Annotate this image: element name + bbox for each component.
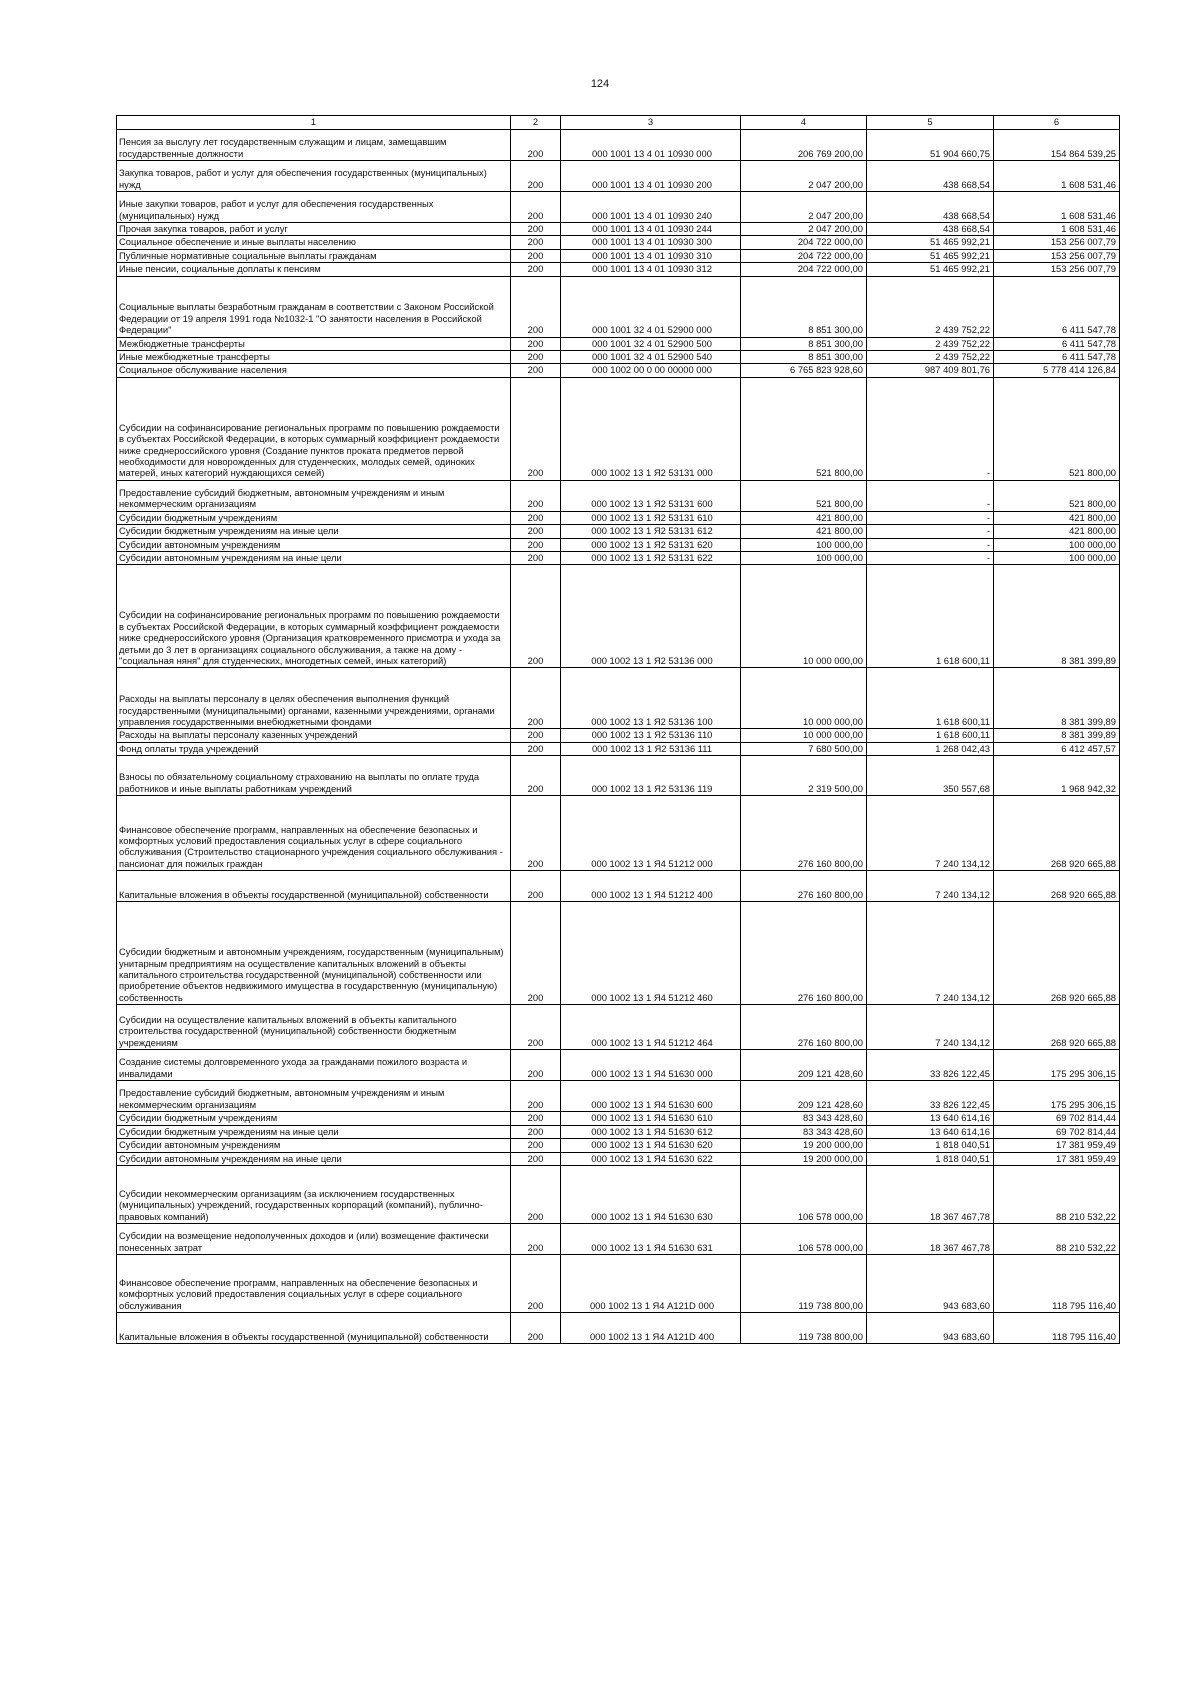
row-col4: 83 343 428,60 <box>741 1125 867 1138</box>
row-col4: 106 578 000,00 <box>741 1165 867 1223</box>
row-name: Пенсия за выслугу лет государственным служащим и лицам, замещавшим государственные должности <box>117 130 511 161</box>
row-classification: 000 1001 32 4 01 52900 500 <box>561 337 741 350</box>
row-col6: 268 920 665,88 <box>994 796 1120 871</box>
row-code: 200 <box>511 1125 561 1138</box>
row-col6: 421 800,00 <box>994 511 1120 524</box>
header-row <box>117 116 1120 130</box>
row-classification: 000 1002 13 1 Я2 53136 100 <box>561 668 741 729</box>
row-col5: 51 465 992,21 <box>867 263 994 276</box>
row-col5: 438 668,54 <box>867 223 994 236</box>
table-row <box>117 276 1120 337</box>
row-col5: 18 367 467,78 <box>867 1223 994 1254</box>
row-col6: 6 412 457,57 <box>994 742 1120 755</box>
row-col4: 209 121 428,60 <box>741 1050 867 1081</box>
row-name: Субсидии на осуществление капитальных вложений в объекты капитального строительства государственной (муниципальной) собственности бюджетным учреждениям <box>117 1005 511 1050</box>
row-code: 200 <box>511 1254 561 1312</box>
table-row <box>117 1112 1120 1125</box>
row-col4: 521 800,00 <box>741 480 867 511</box>
row-classification: 000 1002 13 1 Я2 53136 000 <box>561 565 741 668</box>
table-row <box>117 236 1120 249</box>
table-body <box>117 130 1120 1344</box>
table-row <box>117 1223 1120 1254</box>
row-code: 200 <box>511 276 561 337</box>
row-code: 200 <box>511 871 561 902</box>
table-row <box>117 192 1120 223</box>
row-classification: 000 1002 13 1 Я2 53131 620 <box>561 538 741 551</box>
row-col5: 7 240 134,12 <box>867 871 994 902</box>
row-col6: 100 000,00 <box>994 538 1120 551</box>
table-row <box>117 130 1120 161</box>
row-col4: 204 722 000,00 <box>741 263 867 276</box>
row-col4: 204 722 000,00 <box>741 236 867 249</box>
row-col4: 100 000,00 <box>741 538 867 551</box>
table-row <box>117 1125 1120 1138</box>
row-col5: 7 240 134,12 <box>867 796 994 871</box>
row-col4: 8 851 300,00 <box>741 337 867 350</box>
row-col6: 17 381 959,49 <box>994 1139 1120 1152</box>
table-row <box>117 565 1120 668</box>
row-col5: - <box>867 525 994 538</box>
row-name: Иные закупки товаров, работ и услуг для обеспечения государственных (муниципальных) нужд <box>117 192 511 223</box>
row-classification: 000 1002 13 1 Я4 51630 620 <box>561 1139 741 1152</box>
row-col6: 1 608 531,46 <box>994 223 1120 236</box>
row-classification: 000 1002 13 1 Я4 51630 612 <box>561 1125 741 1138</box>
row-code: 200 <box>511 249 561 262</box>
row-col6: 268 920 665,88 <box>994 902 1120 1005</box>
table-row <box>117 756 1120 796</box>
row-col5: 1 618 600,11 <box>867 565 994 668</box>
row-col6: 175 295 306,15 <box>994 1050 1120 1081</box>
row-name: Капитальные вложения в объекты государственной (муниципальной) собственности <box>117 871 511 902</box>
row-col6: 17 381 959,49 <box>994 1152 1120 1165</box>
row-code: 200 <box>511 729 561 742</box>
row-col4: 119 738 800,00 <box>741 1312 867 1343</box>
row-classification: 000 1002 13 1 Я4 51630 000 <box>561 1050 741 1081</box>
row-col5: 51 465 992,21 <box>867 236 994 249</box>
row-classification: 000 1002 00 0 00 00000 000 <box>561 364 741 377</box>
row-col5: 1 618 600,11 <box>867 729 994 742</box>
row-col4: 10 000 000,00 <box>741 565 867 668</box>
table-row <box>117 364 1120 377</box>
row-name: Субсидии бюджетным и автономным учреждениям, государственным (муниципальным) унитарным предприятиям на осуществление капитальных вложений в объекты капитального строительства государственной (муниципальной) собственности или приобретение объектов недвижимого имущества в государственную (муниципальную) собственность <box>117 902 511 1005</box>
row-col4: 119 738 800,00 <box>741 1254 867 1312</box>
table-row <box>117 538 1120 551</box>
table-row <box>117 902 1120 1005</box>
row-classification: 000 1002 13 1 Я2 53131 610 <box>561 511 741 524</box>
row-code: 200 <box>511 756 561 796</box>
row-col4: 2 319 500,00 <box>741 756 867 796</box>
row-code: 200 <box>511 902 561 1005</box>
table-row <box>117 1139 1120 1152</box>
row-name: Субсидии на софинансирование региональных программ по повышению рождаемости в субъектах Российской Федерации, в которых суммарный коэффициент рождаемости ниже среднероссийского уровня (Создание пунктов проката предметов первой необходимости для новорожденных для студенческих, молодых семей, одиноких матерей, иных категорий нуждающихся семей) <box>117 377 511 480</box>
row-classification: 000 1001 13 4 01 10930 000 <box>561 130 741 161</box>
row-col6: 6 411 547,78 <box>994 351 1120 364</box>
row-code: 200 <box>511 161 561 192</box>
row-col4: 19 200 000,00 <box>741 1139 867 1152</box>
row-col4: 7 680 500,00 <box>741 742 867 755</box>
row-col5: 33 826 122,45 <box>867 1050 994 1081</box>
row-classification: 000 1002 13 1 Я4 А121D 000 <box>561 1254 741 1312</box>
row-classification: 000 1001 32 4 01 52900 540 <box>561 351 741 364</box>
row-name: Прочая закупка товаров, работ и услуг <box>117 223 511 236</box>
row-classification: 000 1002 13 1 Я2 53131 000 <box>561 377 741 480</box>
row-code: 200 <box>511 1005 561 1050</box>
row-col4: 106 578 000,00 <box>741 1223 867 1254</box>
row-col6: 521 800,00 <box>994 480 1120 511</box>
row-classification: 000 1002 13 1 Я2 53131 622 <box>561 552 741 565</box>
row-name: Иные межбюджетные трансферты <box>117 351 511 364</box>
column-header: 5 <box>867 116 994 130</box>
row-code: 200 <box>511 364 561 377</box>
row-code: 200 <box>511 351 561 364</box>
row-col4: 10 000 000,00 <box>741 729 867 742</box>
row-col4: 276 160 800,00 <box>741 871 867 902</box>
budget-table <box>116 115 1120 1344</box>
row-code: 200 <box>511 1165 561 1223</box>
row-code: 200 <box>511 337 561 350</box>
row-col6: 8 381 399,89 <box>994 668 1120 729</box>
row-col5: 1 818 040,51 <box>867 1139 994 1152</box>
row-col5: - <box>867 377 994 480</box>
row-col6: 88 210 532,22 <box>994 1165 1120 1223</box>
column-header: 1 <box>117 116 511 130</box>
row-col6: 6 411 547,78 <box>994 276 1120 337</box>
row-classification: 000 1002 13 1 Я2 53131 600 <box>561 480 741 511</box>
row-col5: - <box>867 511 994 524</box>
row-name: Иные пенсии, социальные доплаты к пенсиям <box>117 263 511 276</box>
row-code: 200 <box>511 565 561 668</box>
row-name: Субсидии автономным учреждениям на иные цели <box>117 1152 511 1165</box>
table-row <box>117 871 1120 902</box>
row-col6: 1 968 942,32 <box>994 756 1120 796</box>
row-classification: 000 1002 13 1 Я4 51630 622 <box>561 1152 741 1165</box>
row-col6: 8 381 399,89 <box>994 729 1120 742</box>
row-col4: 10 000 000,00 <box>741 668 867 729</box>
row-name: Субсидии на софинансирование региональных программ по повышению рождаемости в субъектах Российской Федерации, в которых суммарный коэффициент рождаемости ниже среднероссийского уровня (Организация кратковременного присмотра и ухода за детьми до 3 лет в организациях социального обслуживания, а также на дому - "социальная няня" для студенческих, многодетных семей, иных категорий) <box>117 565 511 668</box>
row-col4: 8 851 300,00 <box>741 276 867 337</box>
table-row <box>117 249 1120 262</box>
row-code: 200 <box>511 538 561 551</box>
row-col4: 421 800,00 <box>741 525 867 538</box>
row-col5: 438 668,54 <box>867 192 994 223</box>
row-code: 200 <box>511 192 561 223</box>
row-col4: 276 160 800,00 <box>741 796 867 871</box>
row-name: Предоставление субсидий бюджетным, автономным учреждениям и иным некоммерческим организациям <box>117 1081 511 1112</box>
row-name: Финансовое обеспечение программ, направленных на обеспечение безопасных и комфортных условий предоставления социальных услуг в сфере социального обслуживания (Строительство стационарного учреждения социального обслуживания - пансионат для пожилых граждан <box>117 796 511 871</box>
row-col6: 88 210 532,22 <box>994 1223 1120 1254</box>
row-col6: 69 702 814,44 <box>994 1125 1120 1138</box>
table-row <box>117 1152 1120 1165</box>
row-classification: 000 1002 13 1 Я4 51212 000 <box>561 796 741 871</box>
row-col4: 276 160 800,00 <box>741 902 867 1005</box>
row-col6: 118 795 116,40 <box>994 1254 1120 1312</box>
row-code: 200 <box>511 236 561 249</box>
row-col4: 206 769 200,00 <box>741 130 867 161</box>
row-name: Субсидии бюджетным учреждениям <box>117 511 511 524</box>
row-name: Расходы на выплаты персоналу в целях обеспечения выполнения функций государственными (муниципальными) органами, казенными учреждениями, органами управления государственными внебюджетными фондами <box>117 668 511 729</box>
row-col5: 33 826 122,45 <box>867 1081 994 1112</box>
row-col6: 154 864 539,25 <box>994 130 1120 161</box>
table-row <box>117 668 1120 729</box>
row-col6: 421 800,00 <box>994 525 1120 538</box>
row-code: 200 <box>511 1152 561 1165</box>
row-col4: 2 047 200,00 <box>741 192 867 223</box>
row-col5: 18 367 467,78 <box>867 1165 994 1223</box>
row-col5: 2 439 752,22 <box>867 276 994 337</box>
row-code: 200 <box>511 1081 561 1112</box>
row-col5: - <box>867 480 994 511</box>
row-col5: 1 818 040,51 <box>867 1152 994 1165</box>
row-code: 200 <box>511 668 561 729</box>
row-col6: 118 795 116,40 <box>994 1312 1120 1343</box>
row-col5: 1 268 042,43 <box>867 742 994 755</box>
row-code: 200 <box>511 796 561 871</box>
row-col4: 83 343 428,60 <box>741 1112 867 1125</box>
row-col4: 521 800,00 <box>741 377 867 480</box>
row-code: 200 <box>511 1050 561 1081</box>
row-col6: 1 608 531,46 <box>994 161 1120 192</box>
row-classification: 000 1002 13 1 Я4 51630 631 <box>561 1223 741 1254</box>
row-classification: 000 1002 13 1 Я4 51630 610 <box>561 1112 741 1125</box>
row-classification: 000 1001 13 4 01 10930 310 <box>561 249 741 262</box>
row-col5: 7 240 134,12 <box>867 1005 994 1050</box>
row-code: 200 <box>511 552 561 565</box>
column-header: 3 <box>561 116 741 130</box>
table-row <box>117 511 1120 524</box>
row-col4: 421 800,00 <box>741 511 867 524</box>
row-col6: 521 800,00 <box>994 377 1120 480</box>
table-row <box>117 223 1120 236</box>
row-classification: 000 1002 13 1 Я4 А121D 400 <box>561 1312 741 1343</box>
row-col4: 276 160 800,00 <box>741 1005 867 1050</box>
row-col4: 2 047 200,00 <box>741 223 867 236</box>
row-code: 200 <box>511 1223 561 1254</box>
row-name: Субсидии бюджетным учреждениям на иные цели <box>117 525 511 538</box>
row-name: Социальное обеспечение и иные выплаты населению <box>117 236 511 249</box>
row-col5: 51 465 992,21 <box>867 249 994 262</box>
row-col6: 153 256 007,79 <box>994 263 1120 276</box>
row-classification: 000 1002 13 1 Я4 51212 460 <box>561 902 741 1005</box>
column-header: 4 <box>741 116 867 130</box>
row-col4: 19 200 000,00 <box>741 1152 867 1165</box>
row-col5: 13 640 614,16 <box>867 1125 994 1138</box>
row-name: Взносы по обязательному социальному страхованию на выплаты по оплате труда работников и иные выплаты работникам учреждений <box>117 756 511 796</box>
page-number: 124 <box>590 78 610 90</box>
row-name: Предоставление субсидий бюджетным, автономным учреждениям и иным некоммерческим организациям <box>117 480 511 511</box>
row-col4: 6 765 823 928,60 <box>741 364 867 377</box>
row-name: Публичные нормативные социальные выплаты гражданам <box>117 249 511 262</box>
row-classification: 000 1002 13 1 Я4 51630 600 <box>561 1081 741 1112</box>
row-col4: 209 121 428,60 <box>741 1081 867 1112</box>
row-name: Фонд оплаты труда учреждений <box>117 742 511 755</box>
table-row <box>117 742 1120 755</box>
row-col6: 175 295 306,15 <box>994 1081 1120 1112</box>
row-col6: 8 381 399,89 <box>994 565 1120 668</box>
row-col4: 100 000,00 <box>741 552 867 565</box>
row-col5: 943 683,60 <box>867 1254 994 1312</box>
row-name: Субсидии некоммерческим организациям (за исключением государственных (муниципальных) учреждений, государственных корпораций (компаний), публично-правовых компаний) <box>117 1165 511 1223</box>
table-row <box>117 1050 1120 1081</box>
row-col6: 268 920 665,88 <box>994 1005 1120 1050</box>
table-row <box>117 1081 1120 1112</box>
row-name: Субсидии бюджетным учреждениям на иные цели <box>117 1125 511 1138</box>
table-row <box>117 796 1120 871</box>
table-row <box>117 480 1120 511</box>
table-row <box>117 1254 1120 1312</box>
row-classification: 000 1002 13 1 Я4 51212 400 <box>561 871 741 902</box>
row-code: 200 <box>511 130 561 161</box>
row-col5: 13 640 614,16 <box>867 1112 994 1125</box>
table-row <box>117 263 1120 276</box>
row-col5: - <box>867 552 994 565</box>
row-classification: 000 1002 13 1 Я2 53136 110 <box>561 729 741 742</box>
table-row <box>117 377 1120 480</box>
row-col6: 6 411 547,78 <box>994 337 1120 350</box>
row-col5: 350 557,68 <box>867 756 994 796</box>
row-code: 200 <box>511 263 561 276</box>
row-code: 200 <box>511 480 561 511</box>
row-code: 200 <box>511 511 561 524</box>
row-col6: 153 256 007,79 <box>994 236 1120 249</box>
row-code: 200 <box>511 1312 561 1343</box>
row-classification: 000 1002 13 1 Я2 53136 111 <box>561 742 741 755</box>
table-row <box>117 161 1120 192</box>
row-name: Социальное обслуживание населения <box>117 364 511 377</box>
row-col6: 268 920 665,88 <box>994 871 1120 902</box>
row-name: Финансовое обеспечение программ, направленных на обеспечение безопасных и комфортных условий предоставления социальных услуг в сфере социального обслуживания <box>117 1254 511 1312</box>
table-row <box>117 337 1120 350</box>
row-classification: 000 1002 13 1 Я4 51212 464 <box>561 1005 741 1050</box>
table-row <box>117 1312 1120 1343</box>
table-row <box>117 525 1120 538</box>
row-col5: 2 439 752,22 <box>867 337 994 350</box>
row-classification: 000 1001 13 4 01 10930 244 <box>561 223 741 236</box>
row-code: 200 <box>511 742 561 755</box>
row-col5: 2 439 752,22 <box>867 351 994 364</box>
row-code: 200 <box>511 1139 561 1152</box>
row-name: Субсидии автономным учреждениям на иные цели <box>117 552 511 565</box>
row-col6: 69 702 814,44 <box>994 1112 1120 1125</box>
row-classification: 000 1002 13 1 Я4 51630 630 <box>561 1165 741 1223</box>
row-classification: 000 1001 13 4 01 10930 200 <box>561 161 741 192</box>
row-classification: 000 1001 13 4 01 10930 240 <box>561 192 741 223</box>
row-col6: 5 778 414 126,84 <box>994 364 1120 377</box>
table-row <box>117 1005 1120 1050</box>
row-col5: 1 618 600,11 <box>867 668 994 729</box>
row-name: Субсидии бюджетным учреждениям <box>117 1112 511 1125</box>
column-header: 2 <box>511 116 561 130</box>
row-col5: 51 904 660,75 <box>867 130 994 161</box>
row-col4: 8 851 300,00 <box>741 351 867 364</box>
row-code: 200 <box>511 525 561 538</box>
row-name: Создание системы долговременного ухода за гражданами пожилого возраста и инвалидами <box>117 1050 511 1081</box>
row-name: Межбюджетные трансферты <box>117 337 511 350</box>
row-col5: 7 240 134,12 <box>867 902 994 1005</box>
row-name: Закупка товаров, работ и услуг для обеспечения государственных (муниципальных) нужд <box>117 161 511 192</box>
table-row <box>117 552 1120 565</box>
row-col6: 1 608 531,46 <box>994 192 1120 223</box>
row-col5: 987 409 801,76 <box>867 364 994 377</box>
table-row <box>117 1165 1120 1223</box>
row-name: Социальные выплаты безработным гражданам в соответствии с Законом Российской Федерации от 19 апреля 1991 года №1032-1 "О занятости населения в Российской Федерации" <box>117 276 511 337</box>
row-col5: 438 668,54 <box>867 161 994 192</box>
row-code: 200 <box>511 1112 561 1125</box>
row-classification: 000 1002 13 1 Я2 53136 119 <box>561 756 741 796</box>
column-header: 6 <box>994 116 1120 130</box>
row-code: 200 <box>511 377 561 480</box>
row-col4: 2 047 200,00 <box>741 161 867 192</box>
row-classification: 000 1001 32 4 01 52900 000 <box>561 276 741 337</box>
row-classification: 000 1001 13 4 01 10930 312 <box>561 263 741 276</box>
row-classification: 000 1001 13 4 01 10930 300 <box>561 236 741 249</box>
row-name: Субсидии автономным учреждениям <box>117 1139 511 1152</box>
row-col6: 153 256 007,79 <box>994 249 1120 262</box>
row-name: Капитальные вложения в объекты государственной (муниципальной) собственности <box>117 1312 511 1343</box>
row-classification: 000 1002 13 1 Я2 53131 612 <box>561 525 741 538</box>
row-code: 200 <box>511 223 561 236</box>
row-name: Субсидии на возмещение недополученных доходов и (или) возмещение фактически понесенных затрат <box>117 1223 511 1254</box>
row-name: Расходы на выплаты персоналу казенных учреждений <box>117 729 511 742</box>
row-col6: 100 000,00 <box>994 552 1120 565</box>
row-col5: 943 683,60 <box>867 1312 994 1343</box>
row-name: Субсидии автономным учреждениям <box>117 538 511 551</box>
row-col4: 204 722 000,00 <box>741 249 867 262</box>
table-row <box>117 351 1120 364</box>
table-row <box>117 729 1120 742</box>
row-col5: - <box>867 538 994 551</box>
